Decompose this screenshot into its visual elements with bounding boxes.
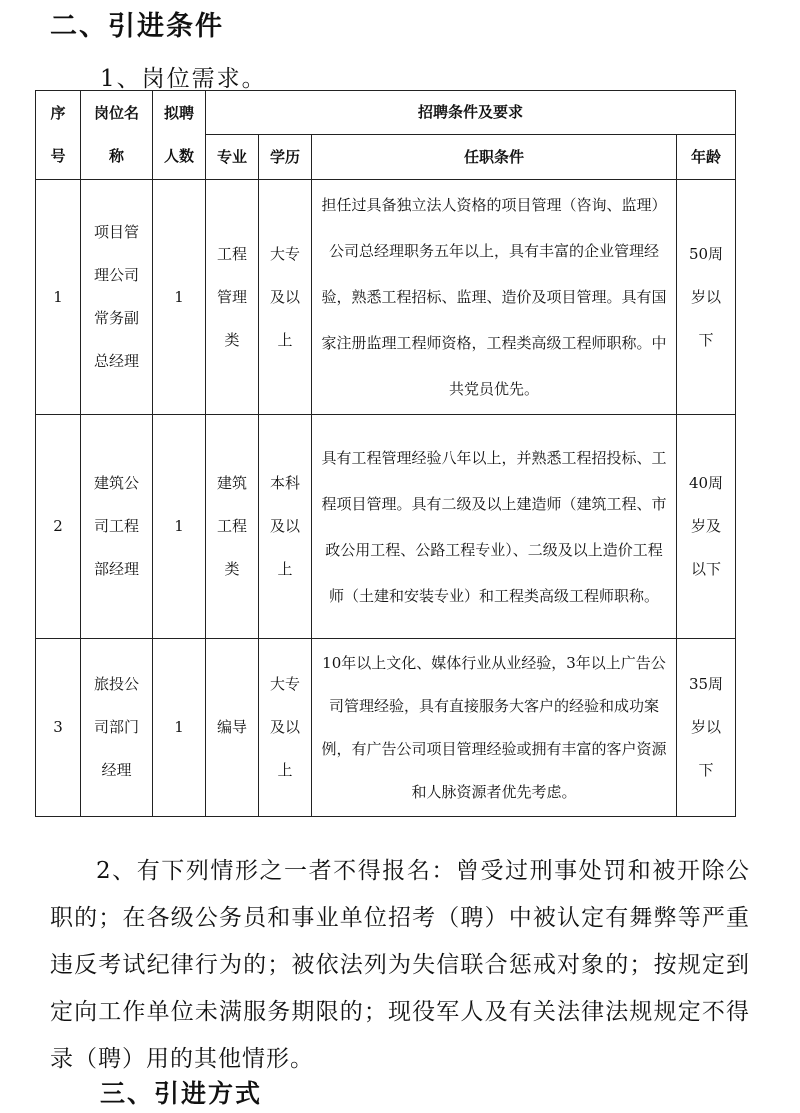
section-title: 二、引进条件 <box>50 11 224 42</box>
subsection-title: 1、岗位需求。 <box>100 66 267 92</box>
row-conditions: 担任过具备独立法人资格的项目管理（咨询、监理）公司总经理职务五年以上，具有丰富的企业管理经验，熟悉工程招标、监理、造价及项目管理。具有国家注册监理工程师资格，工程类高级工程师职称。中共党员优先。 <box>312 180 677 415</box>
row-education: 大专 及以 上 <box>259 180 312 415</box>
requirements-table <box>35 90 736 817</box>
header-age: 年龄 <box>677 135 736 180</box>
ineligibility-paragraph <box>50 848 750 1083</box>
row-position: 项目管 理公司 常务副 总经理 <box>81 180 153 415</box>
header-count: 拟聘 人数 <box>153 91 206 180</box>
row-education: 本科 及以 上 <box>259 415 312 639</box>
row-age: 50周 岁以 下 <box>677 180 736 415</box>
header-education: 学历 <box>259 135 312 180</box>
row-age: 35周 岁以 下 <box>677 639 736 817</box>
next-section-title: 三、引进方式 <box>100 1079 263 1108</box>
table-row <box>36 415 736 639</box>
row-major: 工程 管理 类 <box>206 180 259 415</box>
ineligibility-text: 2、有下列情形之一者不得报名：曾受过刑事处罚和被开除公职的；在各级公务员和事业单位招考（聘）中被认定有舞弊等严重违反考试纪律行为的；被依法列为失信联合惩戒对象的；按规定到定向工作单位未满服务期限的；现役军人及有关法律法规规定不得录（聘）用的其他情形。 <box>50 858 750 1072</box>
table-row <box>36 639 736 817</box>
row-position: 建筑公 司工程 部经理 <box>81 415 153 639</box>
header-conditions: 任职条件 <box>312 135 677 180</box>
row-count: 1 <box>153 180 206 415</box>
row-index: 3 <box>36 639 81 817</box>
row-count: 1 <box>153 639 206 817</box>
header-major: 专业 <box>206 135 259 180</box>
header-requirements-group: 招聘条件及要求 <box>206 91 736 135</box>
row-education: 大专 及以 上 <box>259 639 312 817</box>
header-index: 序 号 <box>36 91 81 180</box>
row-major: 建筑 工程 类 <box>206 415 259 639</box>
row-count: 1 <box>153 415 206 639</box>
row-index: 2 <box>36 415 81 639</box>
row-position: 旅投公 司部门 经理 <box>81 639 153 817</box>
row-index: 1 <box>36 180 81 415</box>
row-conditions: 具有工程管理经验八年以上，并熟悉工程招投标、工程项目管理。具有二级及以上建造师（建筑工程、市政公用工程、公路工程专业）、二级及以上造价工程师（土建和安装专业）和工程类高级工程师职称。 <box>312 415 677 639</box>
row-conditions: 10年以上文化、媒体行业从业经验，3年以上广告公司管理经验，具有直接服务大客户的经验和成功案例，有广告公司项目管理经验或拥有丰富的客户资源和人脉资源者优先考虑。 <box>312 639 677 817</box>
table-row <box>36 180 736 415</box>
row-age: 40周 岁及 以下 <box>677 415 736 639</box>
header-position: 岗位名 称 <box>81 91 153 180</box>
row-major: 编导 <box>206 639 259 817</box>
